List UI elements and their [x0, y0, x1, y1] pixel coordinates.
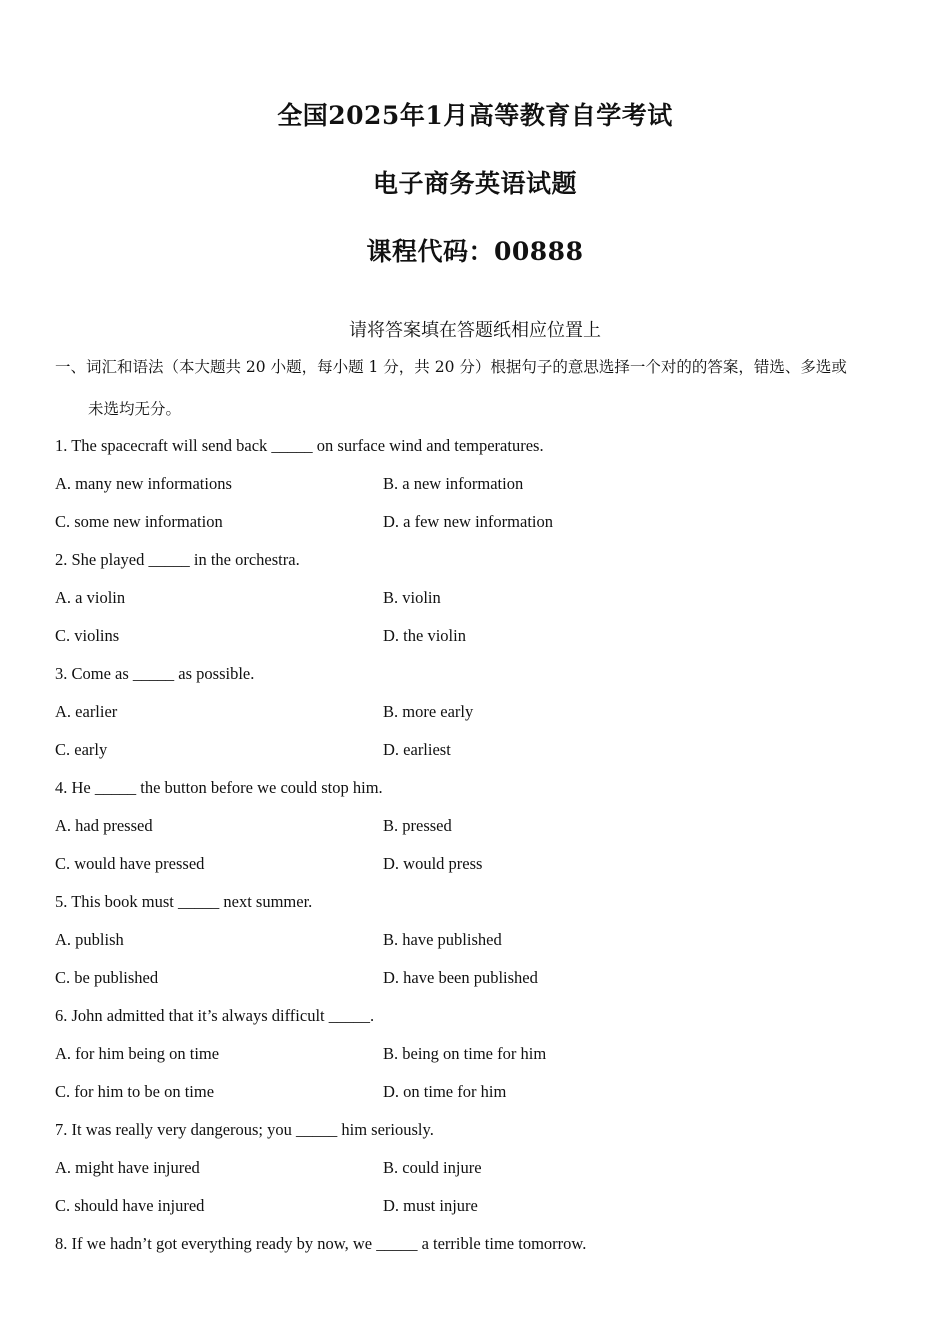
option-b: B. more early: [383, 702, 474, 721]
section-heading-cont: 未选均无分。: [88, 400, 182, 418]
question-stem: 5. This book must _____ next summer.: [55, 892, 313, 911]
question-stem: 7. It was really very dangerous; you _____ him seriously.: [55, 1120, 434, 1139]
section-heading: 一、词汇和语法（本大题共 20 小题，每小题 1 分，共 20 分）根据句子的意思选择一个对的的答案，错选、多选或: [55, 358, 847, 376]
exam-title: 全国2025年1月高等教育自学考试: [277, 101, 673, 130]
question-stem: 2. She played _____ in the orchestra.: [55, 550, 300, 569]
option-a: A. many new informations: [55, 474, 232, 493]
option-a: A. publish: [55, 930, 124, 949]
option-a: A. a violin: [55, 588, 126, 607]
question-stem: 4. He _____ the button before we could stop him.: [55, 778, 383, 797]
option-d: D. a few new information: [383, 512, 553, 531]
question-stem: 8. If we hadn’t got everything ready by now, we _____ a terrible time tomorrow.: [55, 1234, 587, 1253]
option-b: B. pressed: [383, 816, 452, 835]
option-b: B. violin: [383, 588, 441, 607]
option-b: B. have published: [383, 930, 502, 949]
option-a: A. for him being on time: [55, 1044, 220, 1063]
option-d: D. have been published: [383, 968, 538, 987]
option-a: A. earlier: [55, 702, 118, 721]
option-c: C. some new information: [55, 512, 223, 531]
option-c: C. be published: [55, 968, 159, 987]
option-a: A. might have injured: [55, 1158, 200, 1177]
option-a: A. had pressed: [55, 816, 153, 835]
course-code: 课程代码：00888: [366, 237, 584, 266]
subject-title: 电子商务英语试题: [372, 169, 577, 198]
question-stem: 1. The spacecraft will send back _____ on surface wind and temperatures.: [55, 436, 544, 455]
option-c: C. should have injured: [55, 1196, 205, 1215]
option-b: B. being on time for him: [383, 1044, 547, 1063]
question-stem: 3. Come as _____ as possible.: [55, 664, 255, 683]
option-c: C. would have pressed: [55, 854, 205, 873]
option-c: C. for him to be on time: [55, 1082, 215, 1101]
option-c: C. violins: [55, 626, 120, 645]
answer-notice: 请将答案填在答题纸相应位置上: [349, 320, 601, 341]
option-b: B. a new information: [383, 474, 524, 493]
option-b: B. could injure: [383, 1158, 482, 1177]
option-d: D. must injure: [383, 1196, 478, 1215]
option-d: D. earliest: [383, 740, 451, 759]
option-c: C. early: [55, 740, 108, 759]
option-d: D. on time for him: [383, 1082, 507, 1101]
question-stem: 6. John admitted that it’s always difficult _____.: [55, 1006, 375, 1025]
option-d: D. would press: [383, 854, 483, 873]
option-d: D. the violin: [383, 626, 466, 645]
